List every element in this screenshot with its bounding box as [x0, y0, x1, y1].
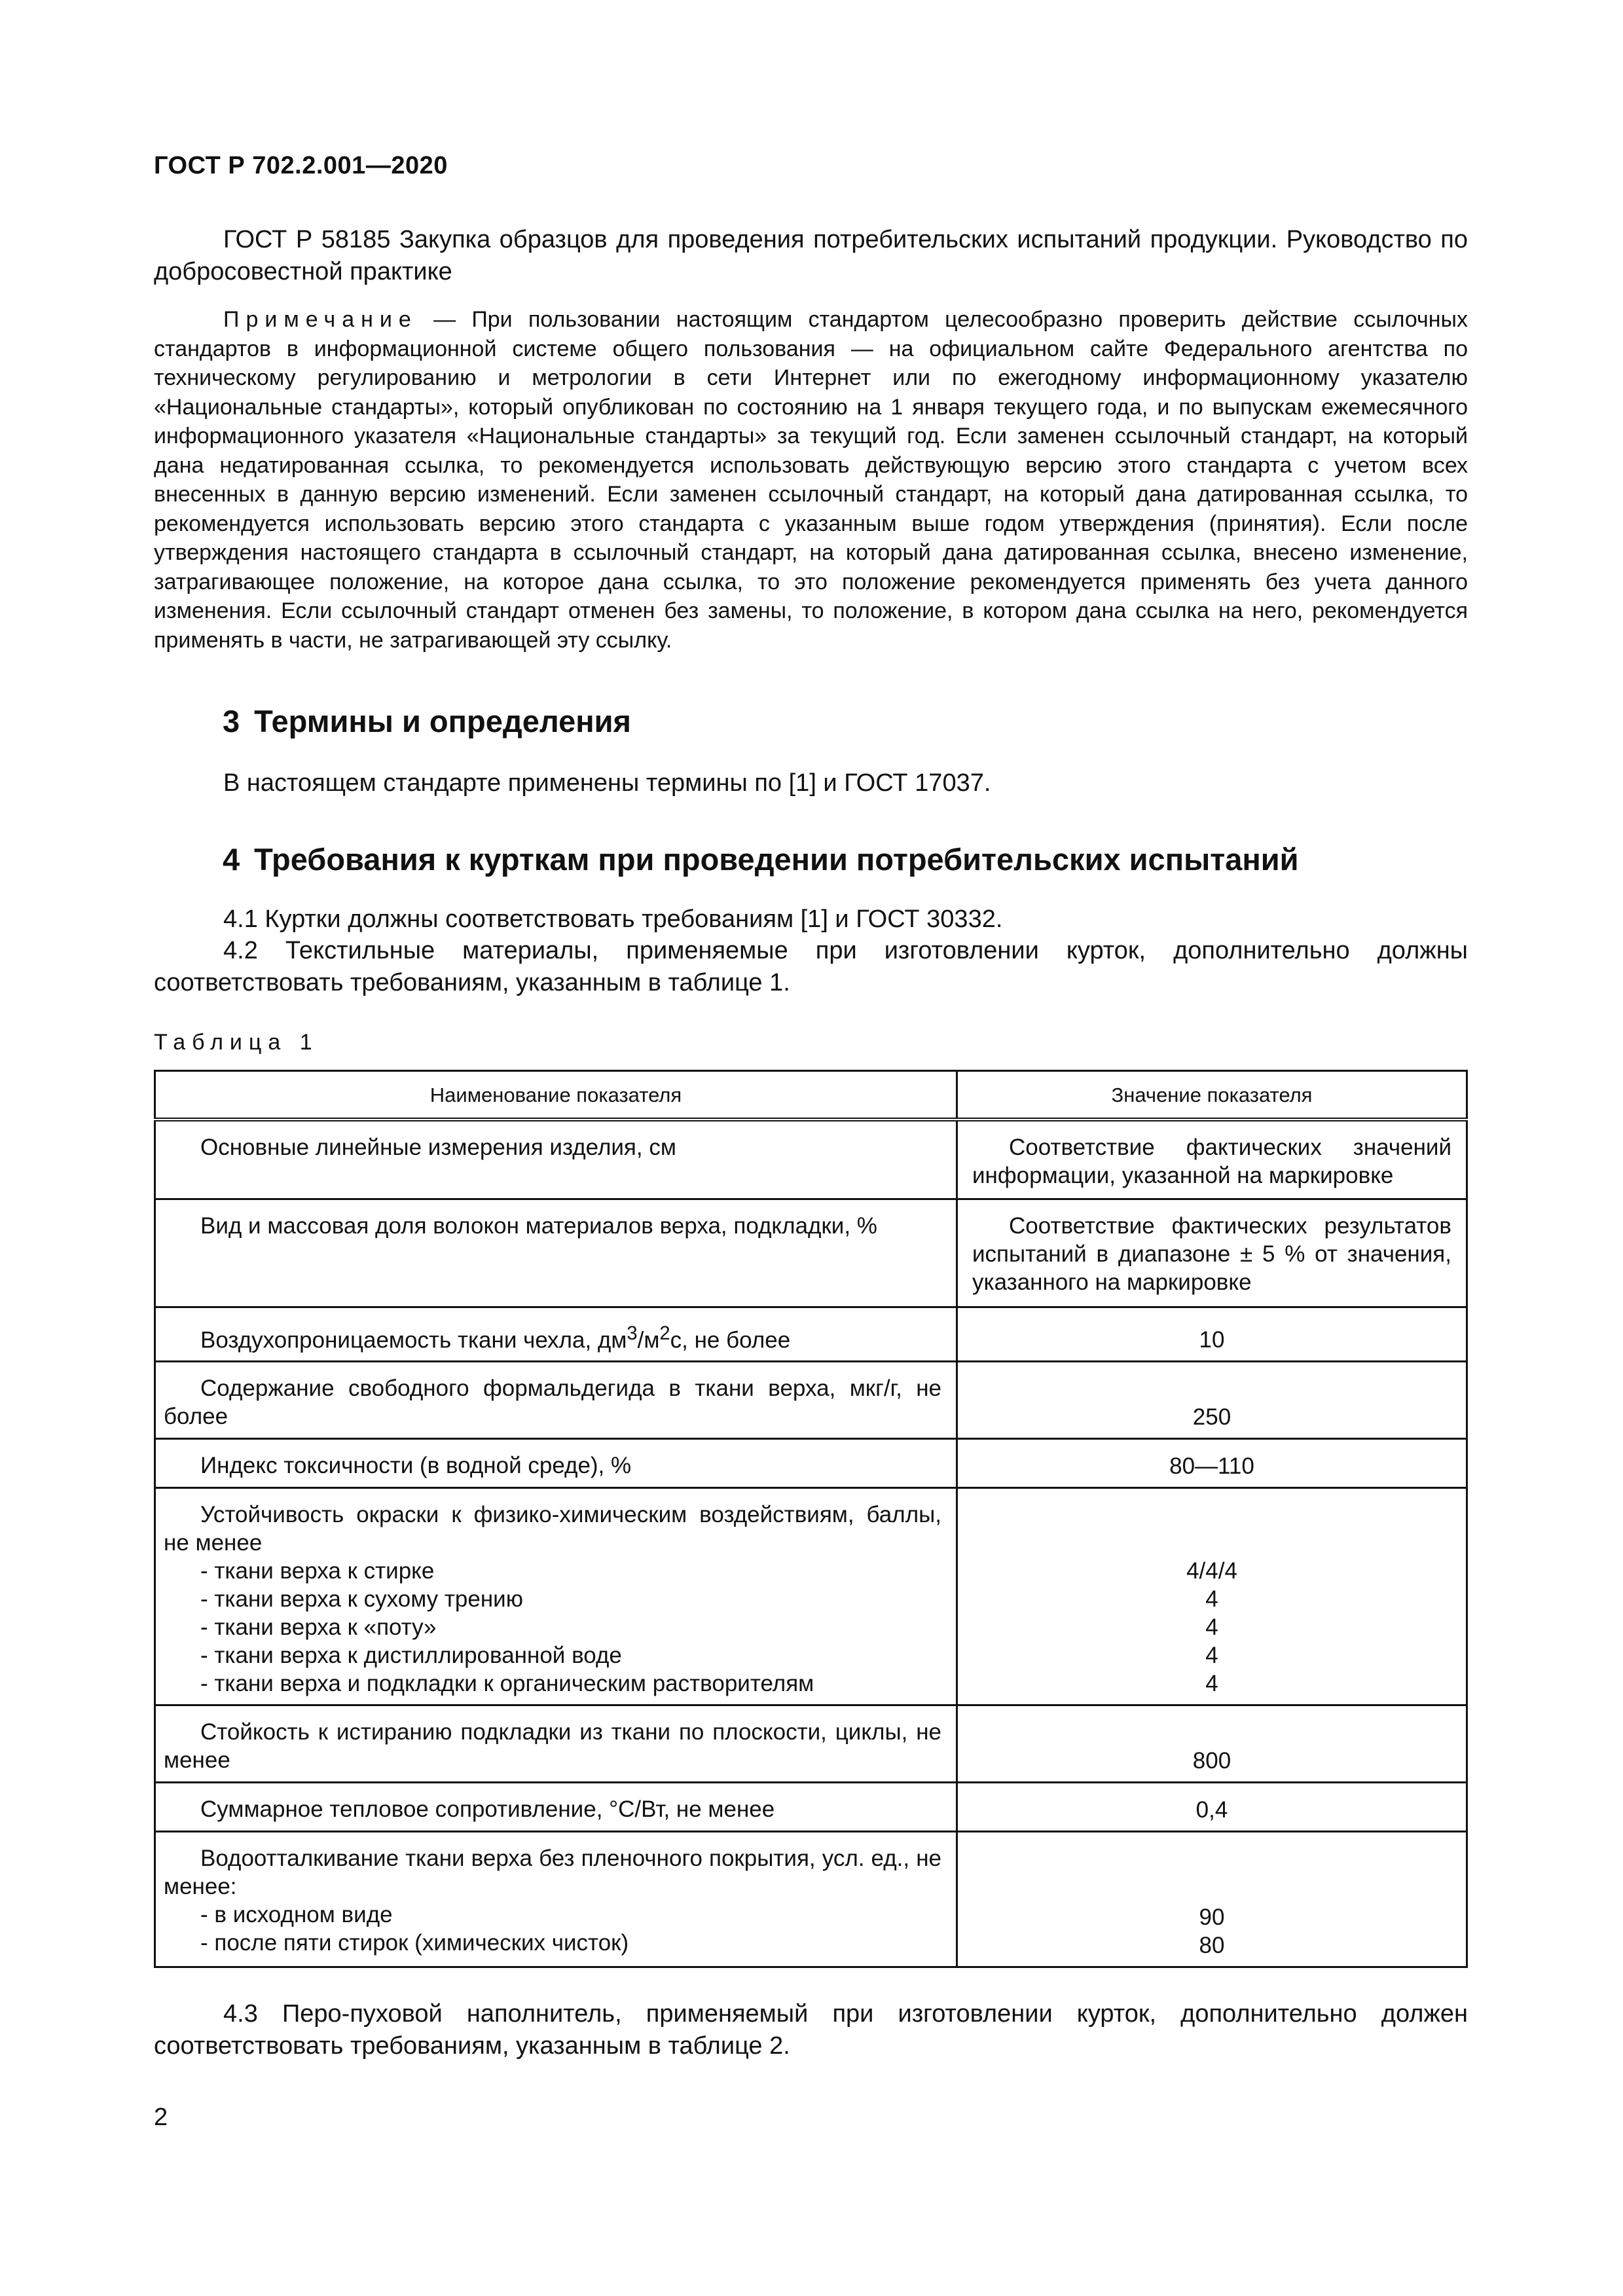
row-sub-label: - ткани верха к сухому трению [200, 1586, 523, 1613]
table-header-value: Значение показателя [957, 1071, 1467, 1120]
section-3-text: В настоящем стандарте применены термины по [1] и ГОСТ 17037. [223, 769, 991, 797]
row-sub-value: 90 [1199, 1904, 1225, 1931]
row-value: 800 [957, 1705, 1467, 1783]
table-row [155, 1307, 1467, 1362]
row-sub-value: 4 [1205, 1586, 1218, 1613]
page-number: 2 [154, 2104, 168, 2131]
document-code-header: ГОСТ Р 702.2.001—2020 [154, 152, 448, 179]
section-4-title: Требования к курткам при проведении потребительских испытаний [254, 842, 1299, 877]
row-value: 250 [957, 1362, 1467, 1439]
row-value: 0,4 [957, 1783, 1467, 1832]
table-1-caption: Таблица 1 [154, 1030, 319, 1055]
note-label: Примечание [223, 307, 418, 332]
note-paragraph [154, 305, 1468, 655]
ref-standard-paragraph: ГОСТ Р 58185 Закупка образцов для проведения потребительских испытаний продукции. Руководство по добросовестной практике [154, 226, 1468, 285]
row-sub-value: 4/4/4 [1186, 1558, 1237, 1584]
row-sub-label: - в исходном виде [200, 1902, 393, 1928]
paragraph-4-3: 4.3 Перо-пуховой наполнитель, применяемый при изготовлении курток, дополнительно должен соответствовать требованиям, указанным в таблице 2. [154, 2000, 1468, 2060]
row-name: Основные линейные измерения изделия, см [200, 1135, 676, 1160]
row-value: 80—110 [957, 1439, 1467, 1488]
row-name: Суммарное тепловое сопротивление, °С/Вт, не менее [200, 1796, 775, 1823]
row-name: Устойчивость окраски к физико-химическим воздействиям, баллы, не менее [164, 1502, 941, 1556]
row-name: Содержание свободного формальдегида в ткани верха, мкг/г, не более [164, 1376, 941, 1430]
row-value: 10 [957, 1307, 1467, 1362]
row-name: Воздухопроницаемость ткани чехла, $дм^3/м^2с$, не более [200, 1322, 791, 1353]
row-name: Вид и массовая доля волокон материалов верха, подкладки, % [200, 1212, 877, 1239]
table-1 [154, 1070, 1468, 1968]
row-sub-label: - ткани верха к стирке [200, 1558, 435, 1584]
table-row [155, 1362, 1467, 1439]
row-sub-value: 4 [1205, 1614, 1218, 1641]
row-sub-label: - ткани верха к дистиллированной воде [200, 1643, 622, 1669]
row-sub-label: - после пяти стирок (химических чисток) [200, 1930, 629, 1956]
section-3-number: 3 [223, 704, 240, 738]
table-row [155, 1832, 1467, 1967]
row-sub-value: 4 [1205, 1671, 1218, 1697]
table-row [155, 1783, 1467, 1832]
table-row [155, 1120, 1467, 1199]
table-row [155, 1488, 1467, 1705]
section-3-title: Термины и определения [254, 704, 631, 738]
row-value: Соответствие фактических результатов испытаний в диапазоне ± 5 % от значения, указанного на маркировке [957, 1199, 1467, 1307]
table-row [155, 1439, 1467, 1488]
section-4-number: 4 [223, 842, 240, 877]
table-row [155, 1199, 1467, 1307]
table-header-row [155, 1071, 1467, 1120]
section-4-heading [223, 841, 1299, 877]
table-row [155, 1705, 1467, 1783]
row-sub-label: - ткани верха и подкладки к органическим растворителям [200, 1671, 814, 1697]
paragraph-4-2: 4.2 Текстильные материалы, применяемые при изготовлении курток, дополнительно должны соответствовать требованиям, указанным в таблице 1. [154, 937, 1468, 996]
row-sub-label: - ткани верха к «поту» [200, 1614, 437, 1641]
row-value: Соответствие фактических значений информации, указанной на маркировке [957, 1120, 1467, 1199]
section-3-heading [223, 703, 631, 739]
note-text: — При пользовании настоящим стандартом целесообразно проверить действие ссылочных стандартов в информационной системе общего пользования — на официальном сайте Федерального агентства по техническому регулированию и метрологии в сети Интернет или по ежегодному информационному указателю «Национальные стандарты», который опубликован по состоянию на 1 января текущего года, и по выпускам ежемесячного информационного указателя «Национальные стандарты» за текущий год. Если заменен ссылочный стандарт, на который дана недатированная ссылка, то рекомендуется использовать действующую версию этого стандарта с учетом всех внесенных в данную версию изменений. Если заменен ссылочный стандарт, на который дана датированная ссылка, то рекомендуется использовать версию этого стандарта с указанным выше годом утверждения (принятия). Если после утверждения настоящего стандарта в ссылочный стандарт, на который дана датированная ссылка, внесено изменение, затрагивающее положение, на которое дана ссылка, то это положение рекомендуется применять без учета данного изменения. Если ссылочный стандарт отменен без замены, то положение, в котором дана ссылка на него, рекомендуется применять в части, не затрагивающей эту ссылку. [154, 307, 1468, 653]
row-name: Стойкость к истиранию подкладки из ткани по плоскости, циклы, не менее [164, 1719, 941, 1774]
paragraph-4-1: 4.1 Куртки должны соответствовать требованиям [1] и ГОСТ 30332. [223, 905, 1003, 933]
table-header-name: Наименование показателя [155, 1071, 957, 1120]
row-sub-value: 4 [1205, 1643, 1218, 1669]
row-name: Водоотталкивание ткани верха без пленочного покрытия, усл. ед., не менее: [164, 1846, 941, 1900]
row-sub-value: 80 [1199, 1933, 1225, 1959]
row-name: Индекс токсичности (в водной среде), % [200, 1453, 632, 1479]
